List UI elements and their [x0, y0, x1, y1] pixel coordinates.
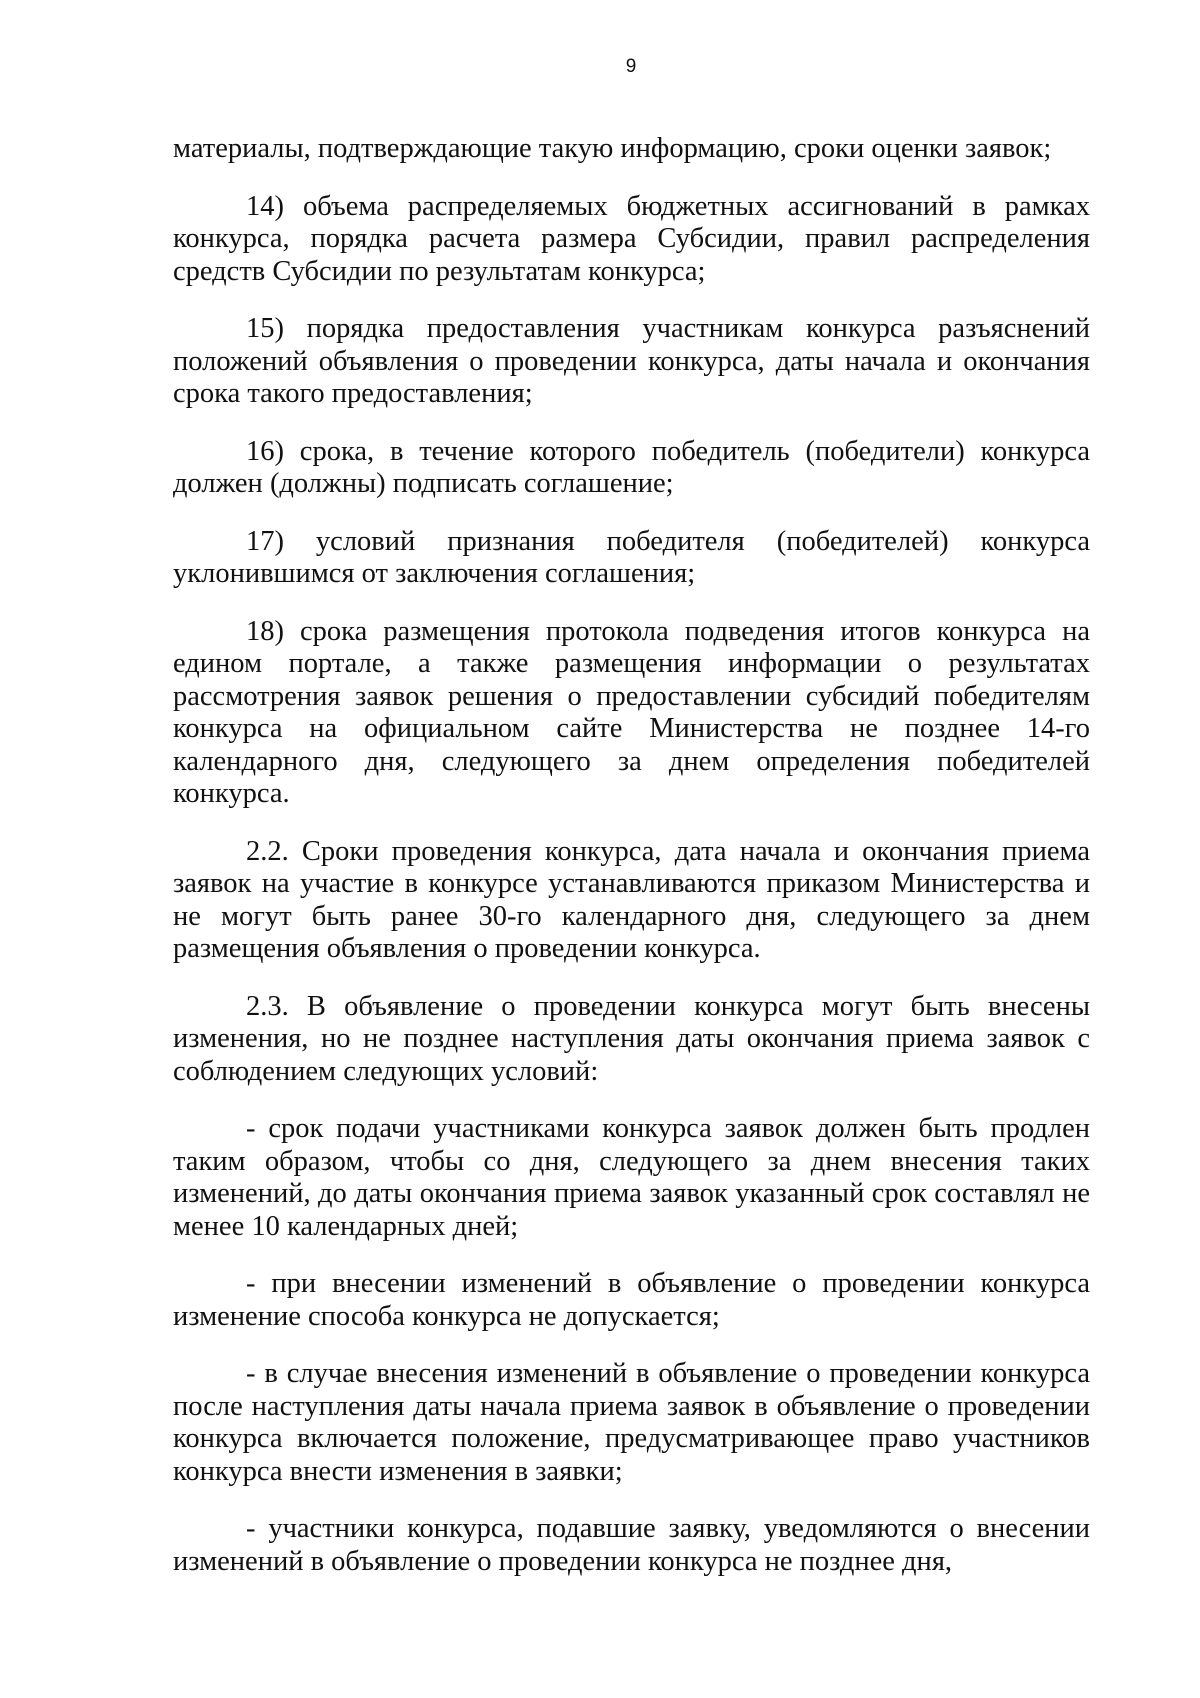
- paragraph-item-14: 14) объема распределяемых бюджетных ассигнований в рамках конкурса, порядка расчета размера Субсидии, правил распределения средств Субсидии по результатам конкурса;: [173, 190, 1090, 287]
- paragraph-item-15: 15) порядка предоставления участникам конкурса разъяснений положений объявления о проведении конкурса, даты начала и окончания срока такого предоставления;: [173, 313, 1090, 409]
- paragraph-clause-2-3: 2.3. В объявление о проведении конкурса могут быть внесены изменения, но не позднее наступления даты окончания приема заявок с соблюдением следующих условий:: [173, 990, 1090, 1087]
- paragraph-condition-3: - в случае внесения изменений в объявление о проведении конкурса после наступления даты начала приема заявок в объявление о проведении конкурса включается положение, предусматривающее право участников конкурса внести изменения в заявки;: [173, 1358, 1090, 1487]
- paragraph-item-17: 17) условий признания победителя (победителей) конкурса уклонившимся от заключения соглашения;: [173, 525, 1090, 589]
- paragraph-clause-2-2: 2.2. Сроки проведения конкурса, дата начала и окончания приема заявок на участие в конкурсе устанавливаются приказом Министерства и не могут быть ранее 30-го календарного дня, следующего за днем размещения объявления о проведении конкурса.: [173, 835, 1090, 964]
- paragraph-condition-2: - при внесении изменений в объявление о проведении конкурса изменение способа конкурса не допускается;: [173, 1268, 1090, 1332]
- paragraph-continuation: материалы, подтверждающие такую информацию, сроки оценки заявок;: [173, 133, 1052, 164]
- paragraph-condition-1: - срок подачи участниками конкурса заявок должен быть продлен таким образом, чтобы со дня, следующего за днем внесения таких изменений, до даты окончания приема заявок указанный срок составлял не менее 10 календарных дней;: [173, 1113, 1090, 1242]
- document-body: [173, 133, 1090, 1603]
- paragraph-item-18: 18) срока размещения протокола подведения итогов конкурса на едином портале, а также размещения информации о результатах рассмотрения заявок решения о предоставлении субсидий победителям конкурса на официальном сайте Министерства не позднее 14-го календарного дня, следующего за днем определения победителей конкурса.: [173, 615, 1090, 809]
- page-number: 9: [625, 56, 637, 77]
- paragraph-item-16: 16) срока, в течение которого победитель (победители) конкурса должен (должны) подписать соглашение;: [173, 435, 1090, 499]
- paragraph-condition-4: - участники конкурса, подавшие заявку, уведомляются о внесении изменений в объявление о проведении конкурса не позднее дня,: [173, 1513, 1090, 1577]
